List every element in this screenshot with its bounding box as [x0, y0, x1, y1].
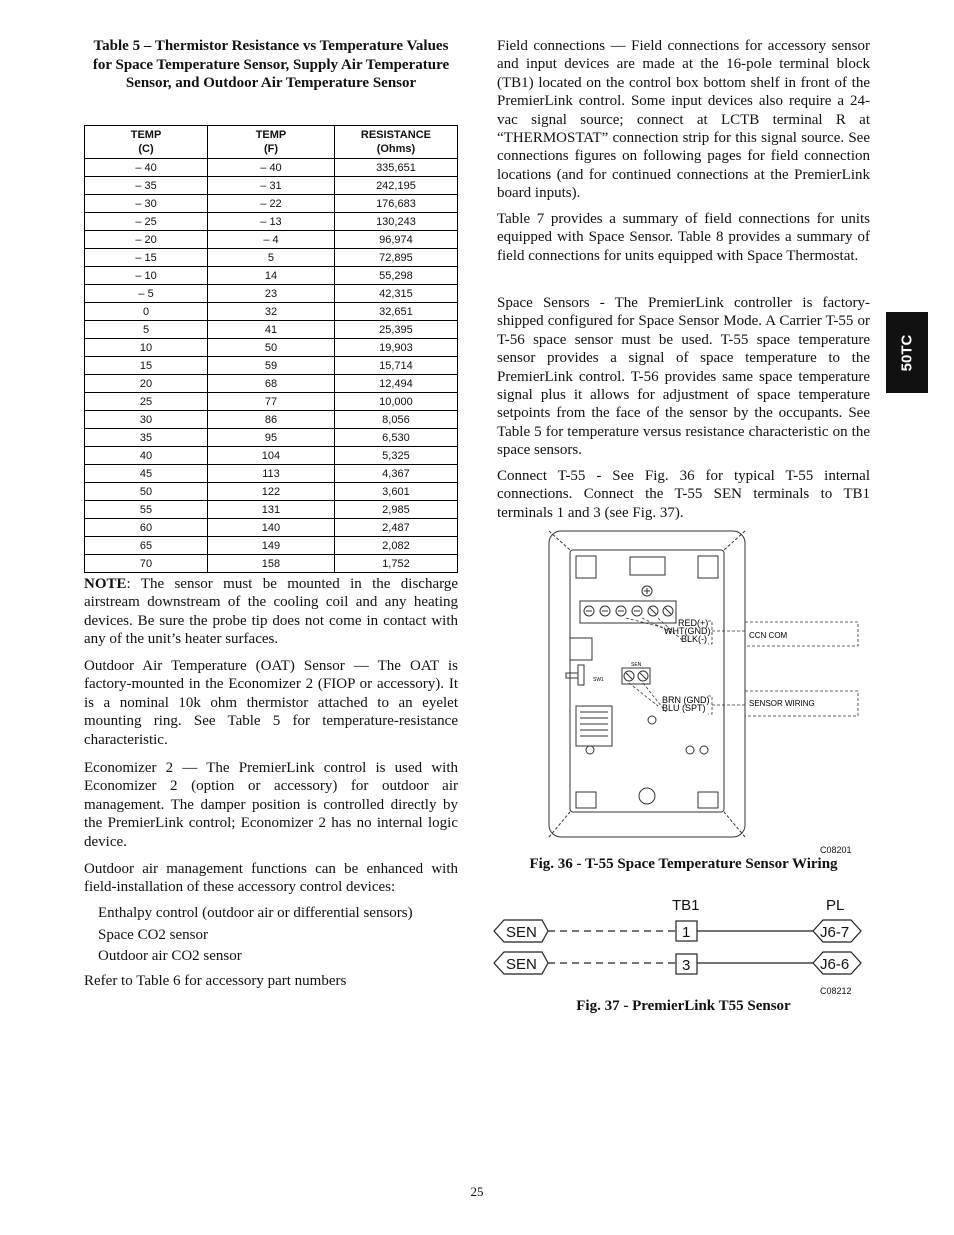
- table-row: [85, 267, 458, 285]
- cell-temp-c: – 35: [85, 177, 208, 195]
- cell-temp-c: 60: [85, 519, 208, 537]
- cell-temp-f: 5: [208, 249, 335, 267]
- cell-temp-f: 131: [208, 501, 335, 519]
- table-row: [85, 411, 458, 429]
- col-header-temp-c: [85, 126, 208, 159]
- ccn-com-label: CCN COM: [749, 631, 788, 640]
- ccn-terminal-screws: [584, 606, 673, 616]
- cell-resistance: 8,056: [334, 411, 457, 429]
- table-row: [85, 501, 458, 519]
- col-header-temp-f: [208, 126, 335, 159]
- oa-management-paragraph: Outdoor air management functions can be enhanced with field-installation of these accessory control devices:: [84, 861, 458, 896]
- cell-temp-c: 55: [85, 501, 208, 519]
- terminal-1-label: 1: [682, 924, 691, 941]
- cell-resistance: 15,714: [334, 357, 457, 375]
- cell-temp-c: – 20: [85, 231, 208, 249]
- sen-label-1: SEN: [506, 924, 537, 941]
- cell-temp-c: – 5: [85, 285, 208, 303]
- bottom-right-tab: [698, 792, 718, 808]
- cell-temp-f: 86: [208, 411, 335, 429]
- t55-wiring-diagram: [540, 528, 875, 840]
- top-center-slot: [630, 557, 665, 575]
- cell-temp-f: 14: [208, 267, 335, 285]
- cell-temp-c: 5: [85, 321, 208, 339]
- cell-resistance: 96,974: [334, 231, 457, 249]
- cell-temp-f: – 13: [208, 213, 335, 231]
- cell-temp-c: 65: [85, 537, 208, 555]
- cell-resistance: 42,315: [334, 285, 457, 303]
- red-wire-label: RED(+): [678, 618, 709, 628]
- table-title: Table 5 – Thermistor Resistance vs Temperature Values for Space Temperature Sensor, Supply Air Temperature Sensor, and Outdoor Air Temperature Sensor: [92, 38, 450, 91]
- cell-temp-f: 59: [208, 357, 335, 375]
- table-row: [85, 375, 458, 393]
- cell-resistance: 72,895: [334, 249, 457, 267]
- blu-wire-label: BLU (SPT): [662, 703, 706, 713]
- pl-label: PL: [826, 897, 845, 914]
- table-row: [85, 321, 458, 339]
- note-label: NOTE: [84, 576, 127, 592]
- cell-resistance: 55,298: [334, 267, 457, 285]
- cell-temp-c: – 10: [85, 267, 208, 285]
- cell-resistance: 1,752: [334, 555, 457, 573]
- fig36-caption: Fig. 36 - T-55 Space Temperature Sensor Wiring: [529, 856, 838, 872]
- table-row: [85, 213, 458, 231]
- page-number: 25: [470, 1184, 484, 1199]
- accessory-item: Enthalpy control (outdoor air or differential sensors): [98, 905, 413, 921]
- cell-temp-f: 50: [208, 339, 335, 357]
- section-tab-label: 50TC: [898, 334, 916, 371]
- sw1-switch: [566, 673, 578, 678]
- bottom-screw-hole: [639, 788, 655, 804]
- cell-temp-c: 45: [85, 465, 208, 483]
- cell-temp-f: 77: [208, 393, 335, 411]
- cell-resistance: 12,494: [334, 375, 457, 393]
- table-row: [85, 393, 458, 411]
- cell-temp-c: 10: [85, 339, 208, 357]
- cell-resistance: 25,395: [334, 321, 457, 339]
- cell-resistance: 130,243: [334, 213, 457, 231]
- sen-label-2: SEN: [506, 956, 537, 973]
- cell-temp-f: – 40: [208, 159, 335, 177]
- cell-resistance: 242,195: [334, 177, 457, 195]
- cell-resistance: 176,683: [334, 195, 457, 213]
- table-row: [85, 231, 458, 249]
- cell-temp-f: 113: [208, 465, 335, 483]
- cell-temp-c: 15: [85, 357, 208, 375]
- cell-temp-c: 25: [85, 393, 208, 411]
- table-row: [85, 537, 458, 555]
- accessory-item: Outdoor air CO2 sensor: [98, 948, 242, 964]
- brn-wire-label: BRN (GND): [662, 695, 710, 705]
- cell-temp-c: 50: [85, 483, 208, 501]
- section-tab: [886, 312, 928, 393]
- table-row: [85, 177, 458, 195]
- cell-resistance: 19,903: [334, 339, 457, 357]
- col-header-resistance: [334, 126, 457, 159]
- table-row: [85, 519, 458, 537]
- cell-resistance: 2,985: [334, 501, 457, 519]
- table-row: [85, 447, 458, 465]
- t55-sensor-connection-diagram: [490, 892, 875, 987]
- cell-resistance: 6,530: [334, 429, 457, 447]
- cell-temp-c: – 25: [85, 213, 208, 231]
- accessory-item: Space CO2 sensor: [98, 927, 208, 943]
- fig36-code: C08201: [820, 845, 852, 855]
- cell-resistance: 2,082: [334, 537, 457, 555]
- cell-resistance: 3,601: [334, 483, 457, 501]
- oat-paragraph: Outdoor Air Temperature (OAT) Sensor — The OAT is factory-mounted in the Economizer 2 (FIOP or accessory). It is a nominal 10k ohm thermistor attached to an eyelet mounting ring. See Table 5 for temperature-resistance characteristic.: [84, 658, 458, 748]
- cell-temp-c: – 40: [85, 159, 208, 177]
- cell-temp-f: – 31: [208, 177, 335, 195]
- cell-temp-f: 23: [208, 285, 335, 303]
- terminal-3-label: 3: [682, 957, 691, 974]
- wht-wire-label: WHT(GND): [664, 626, 711, 636]
- cell-temp-f: 122: [208, 483, 335, 501]
- cell-temp-f: 158: [208, 555, 335, 573]
- cell-temp-c: 40: [85, 447, 208, 465]
- sensor-wiring-label: SENSOR WIRING: [749, 699, 815, 708]
- table-header-row: [85, 126, 458, 159]
- cell-resistance: 10,000: [334, 393, 457, 411]
- cell-temp-f: 68: [208, 375, 335, 393]
- table-row: [85, 357, 458, 375]
- cell-temp-c: – 15: [85, 249, 208, 267]
- table-row: [85, 465, 458, 483]
- sen-label: SEN: [631, 662, 642, 668]
- economizer-paragraph: Economizer 2 — The PremierLink control is used with Economizer 2 (option or accessory) for outdoor air management. The damper position is controlled directly by the PremierLink control; Economizer 2 has no internal logic device.: [84, 760, 458, 850]
- fig37-code: C08212: [820, 986, 852, 996]
- header-temp-f: TEMP (F): [255, 129, 287, 155]
- j6-6-label: J6-6: [820, 956, 850, 973]
- cell-temp-c: 20: [85, 375, 208, 393]
- note-paragraph: [84, 575, 458, 649]
- blk-wire-label: BLK(-): [681, 634, 708, 644]
- header-resistance: RESISTANCE (Ohms): [360, 129, 431, 155]
- top-right-tab: [698, 556, 718, 578]
- sensor-component: [570, 638, 592, 660]
- cell-temp-f: 95: [208, 429, 335, 447]
- field-connections-paragraph: Field connections — Field connections for accessory sensor and input devices are made at the 16-pole terminal block (TB1) located on the control box bottom shelf in front of the PremierLink control. Some input devices also require a 24-vac signal source; connect at LCTB terminal R at “THERMOSTAT” connection strip for this signal source. See connections figures on following pages for field connection locations (and for continued connections at the PremierLink board inputs).: [497, 38, 870, 202]
- cell-temp-c: – 30: [85, 195, 208, 213]
- thermistor-table: [84, 125, 458, 573]
- cell-temp-c: 70: [85, 555, 208, 573]
- sen-terminal-block: [622, 668, 650, 684]
- fig37-caption: Fig. 37 - PremierLink T55 Sensor: [576, 998, 791, 1014]
- cell-temp-f: 32: [208, 303, 335, 321]
- j6-7-label: J6-7: [820, 924, 850, 941]
- table-row: [85, 339, 458, 357]
- table-row: [85, 429, 458, 447]
- refer-paragraph: Refer to Table 6 for accessory part numbers: [84, 973, 347, 989]
- cell-temp-f: 104: [208, 447, 335, 465]
- cell-temp-f: 41: [208, 321, 335, 339]
- space-sensors-paragraph: Space Sensors - The PremierLink controller is factory-shipped configured for Space Sensor Mode. A Carrier T-55 or T-56 space sensor must be used. T-55 space temperature sensor provides a signal of space temperature to the PremierLink control. T-56 provides same space temperature signal plus it allows for adjustment of space temperature setpoints from the face of the sensor by the occupants. See Table 5 for temperature versus resistance characteristic on the space sensors.: [497, 295, 870, 459]
- cell-temp-f: 149: [208, 537, 335, 555]
- cell-resistance: 5,325: [334, 447, 457, 465]
- cell-resistance: 4,367: [334, 465, 457, 483]
- sw1-label: SW1: [593, 677, 604, 683]
- connect-t55-paragraph: Connect T-55 - See Fig. 36 for typical T-55 internal connections. Connect the T-55 SEN terminals to TB1 terminals 1 and 3 (see Fig. 37).: [497, 468, 870, 521]
- table-row: [85, 195, 458, 213]
- cell-temp-c: 30: [85, 411, 208, 429]
- bottom-left-tab: [576, 792, 596, 808]
- cell-temp-c: 35: [85, 429, 208, 447]
- cell-resistance: 32,651: [334, 303, 457, 321]
- table-row: [85, 285, 458, 303]
- cell-temp-f: – 22: [208, 195, 335, 213]
- note-body: : The sensor must be mounted in the discharge airstream downstream of the cooling coil and any heating devices. Be sure the probe tip does not come in contact with any of the unit’s heater surfaces.: [84, 576, 458, 648]
- table-row: [85, 159, 458, 177]
- table-row: [85, 555, 458, 573]
- table-row: [85, 303, 458, 321]
- tb1-label: TB1: [672, 897, 700, 914]
- cell-temp-f: 140: [208, 519, 335, 537]
- cell-temp-f: – 4: [208, 231, 335, 249]
- table7-paragraph: Table 7 provides a summary of field connections for units equipped with Space Sensor. Table 8 provides a summary of field connections for units equipped with Space Thermostat.: [497, 211, 870, 264]
- cell-resistance: 335,651: [334, 159, 457, 177]
- table-row: [85, 249, 458, 267]
- top-left-tab: [576, 556, 596, 578]
- cell-resistance: 2,487: [334, 519, 457, 537]
- header-temp-c: TEMP (C): [130, 129, 162, 155]
- table-row: [85, 483, 458, 501]
- cell-temp-c: 0: [85, 303, 208, 321]
